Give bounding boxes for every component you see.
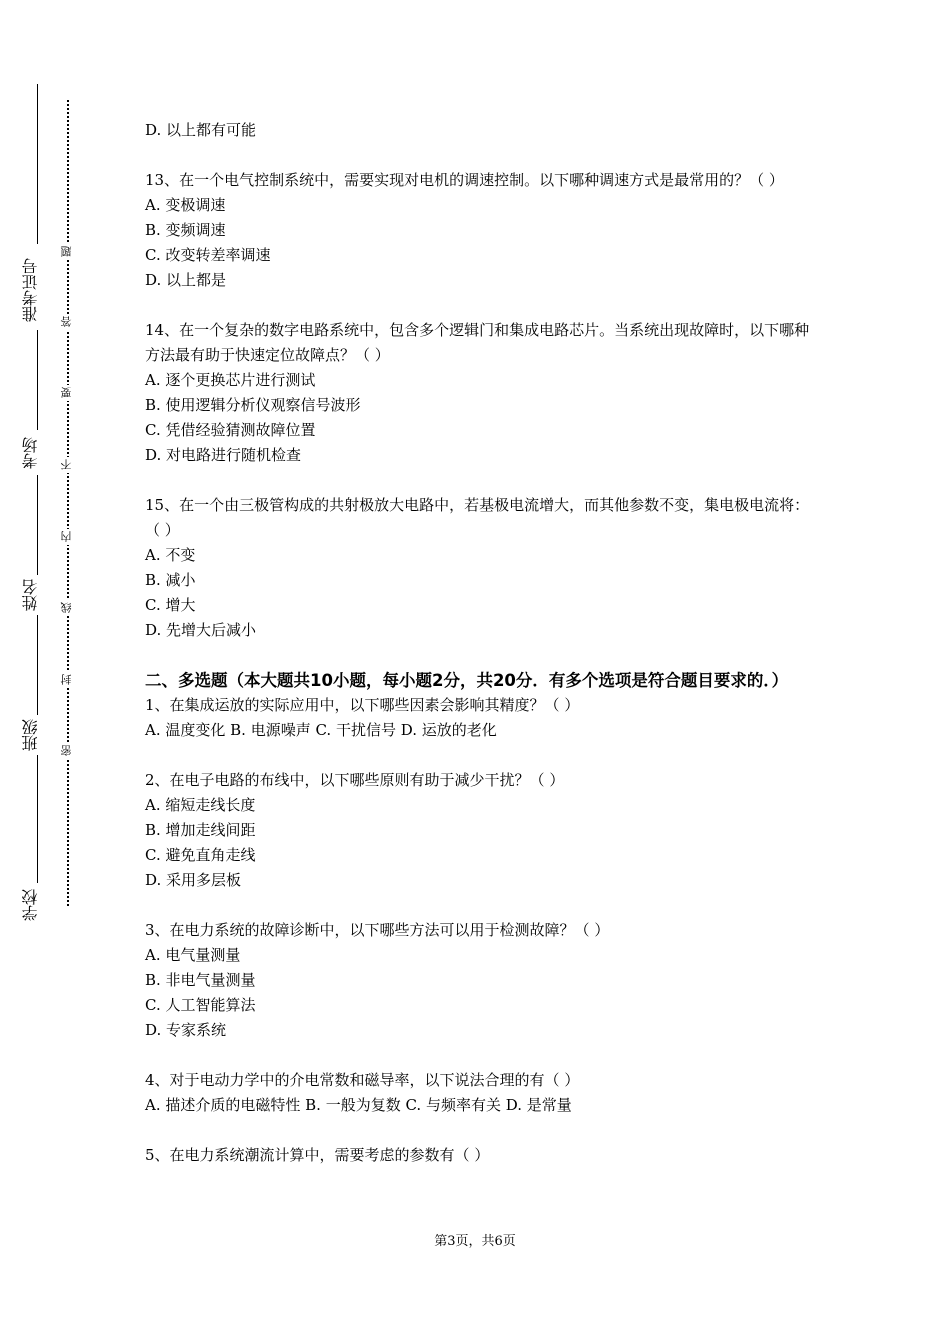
seal-char: 不 [59,457,75,473]
exam-id-label: 准考证号 [22,250,52,330]
option: D. 对电路进行随机检查 [145,446,302,464]
seal-line [67,100,69,906]
seal-char: 封 [59,672,75,688]
page-number: 第3页，共6页 [434,1234,516,1249]
option: A. 不变 [145,546,196,564]
multi-question-1 [145,693,815,743]
question-14 [145,318,815,468]
class-label: 班级 [22,715,52,755]
option: A. 逐个更换芯片进行测试 [145,371,316,389]
question-stem: 2、在电子电路的布线中，以下哪些原则有助于减少干扰？（ ） [145,771,565,789]
seal-char: 题 [59,244,75,260]
option: C. 增大 [145,596,196,614]
option: A. 描述介质的电磁特性 B. 一般为复数 C. 与频率有关 D. 是常量 [145,1096,572,1114]
option: D. 以上都有可能 [145,121,257,139]
question-stem: 14、在一个复杂的数字电路系统中，包含多个逻辑门和集成电路芯片。当系统出现故障时，以下哪种方法最有助于快速定位故障点？（ ） [145,321,810,364]
question-stem: 1、在集成运放的实际应用中，以下哪些因素会影响其精度？（ ） [145,696,580,714]
question-stem: 5、在电力系统潮流计算中，需要考虑的参数有（ ） [145,1146,490,1164]
seal-char: 密 [59,743,75,759]
exam-room-label: 考场 [22,432,52,474]
question-stem: 15、在一个由三极管构成的共射极放大电路中，若基极电流增大，而其他参数不变，集电极电流将：（ ） [145,496,810,539]
option: C. 改变转差率调速 [145,246,271,264]
fill-line [37,475,38,575]
seal-char: 答 [59,314,75,330]
multi-question-5 [145,1143,815,1168]
fill-line [37,755,38,883]
option: A. 电气量测量 [145,946,241,964]
question-stem: 4、对于电动力学中的介电常数和磁导率，以下说法合理的有（ ） [145,1071,580,1089]
fill-line [37,615,38,715]
option: D. 先增大后减小 [145,621,257,639]
fill-line [37,330,38,430]
option: B. 变频调速 [145,221,226,239]
multi-question-4 [145,1068,815,1118]
option: C. 避免直角走线 [145,846,256,864]
question-13 [145,168,815,293]
name-label: 姓名 [22,575,52,615]
option: C. 人工智能算法 [145,996,256,1014]
option: B. 使用逻辑分析仪观察信号波形 [145,396,361,414]
option: C. 凭借经验猜测故障位置 [145,421,316,439]
option: A. 变极调速 [145,196,226,214]
section-title: 二、多选题（本大题共10小题，每小题2分，共20分．有多个选项是符合题目要求的．） [145,671,789,690]
option: D. 以上都是 [145,271,227,289]
seal-char: 内 [59,529,75,545]
seal-char: 线 [59,600,75,616]
multi-question-3 [145,918,815,1043]
option: B. 非电气量测量 [145,971,256,989]
option: A. 温度变化 B. 电源噪声 C. 干扰信号 D. 运放的老化 [145,721,497,739]
fill-line [37,84,38,244]
school-label: 学校 [22,885,52,925]
question-stem: 13、在一个电气控制系统中，需要实现对电机的调速控制。以下哪种调速方式是最常用的？（ ） [145,171,784,189]
option: D. 专家系统 [145,1021,227,1039]
question-15 [145,493,815,643]
option: D. 采用多层板 [145,871,242,889]
option: B. 增加走线间距 [145,821,256,839]
exam-content [145,118,815,1168]
seal-char: 要 [59,385,75,401]
multi-question-2 [145,768,815,893]
question-stem: 3、在电力系统的故障诊断中，以下哪些方法可以用于检测故障？（ ） [145,921,610,939]
option: A. 缩短走线长度 [145,796,256,814]
option: B. 减小 [145,571,196,589]
